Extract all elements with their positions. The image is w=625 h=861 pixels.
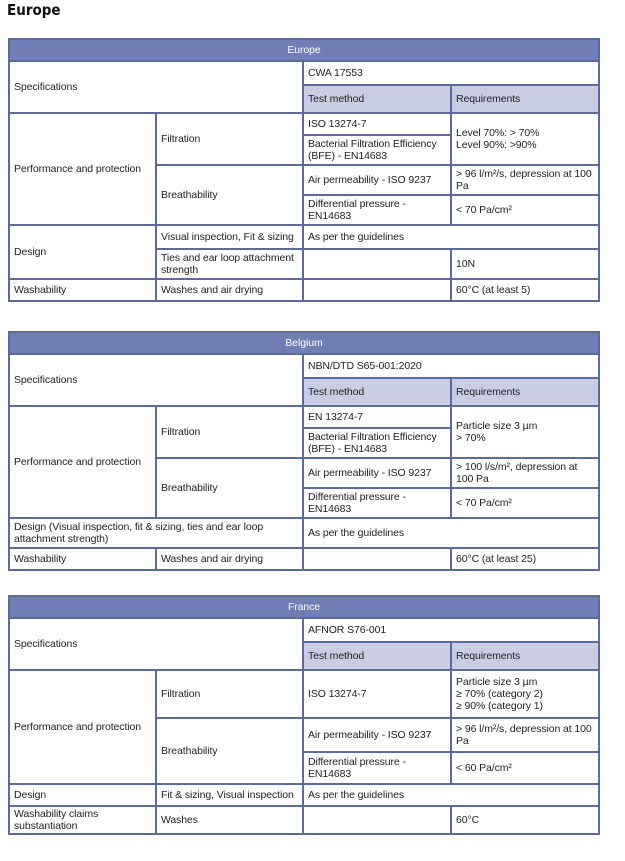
requirement-line: ≥ 90% (category 1) bbox=[456, 700, 543, 712]
filtration-test-cell: Bacterial Filtration Efficiency (BFE) - EN14683 bbox=[303, 428, 451, 458]
breathability-test-cell: Differential pressure - EN14683 bbox=[303, 752, 451, 784]
standard-name: AFNOR S76-001 bbox=[303, 618, 599, 642]
washability-label: Washability claims substantiation bbox=[9, 806, 156, 834]
washability-label: Washability bbox=[9, 279, 156, 301]
requirement-line: Particle size 3 µm bbox=[456, 420, 538, 432]
breathability-requirement-cell: > 96 l/m²/s, depression at 100 Pa bbox=[451, 165, 599, 195]
breathability-requirement-cell: > 96 l/m²/s, depression at 100 Pa bbox=[451, 718, 599, 752]
standard-name: CWA 17553 bbox=[303, 61, 599, 85]
washability-test-cell bbox=[303, 806, 451, 834]
design-label: Design bbox=[9, 784, 156, 806]
belgium-table bbox=[8, 331, 600, 571]
filtration-test-cell: Bacterial Filtration Efficiency (BFE) - EN14683 bbox=[303, 135, 451, 165]
breathability-test-cell: Air permeability - ISO 9237 bbox=[303, 165, 451, 195]
standard-name: NBN/DTD S65-001:2020 bbox=[303, 354, 599, 378]
design-test-cell: As per the guidelines bbox=[303, 225, 599, 249]
filtration-test-cell: EN 13274-7 bbox=[303, 406, 451, 428]
requirement-line: Level 70%: > 70% bbox=[456, 127, 540, 139]
test-method-header: Test method bbox=[303, 378, 451, 406]
washability-requirement-cell: 60°C bbox=[451, 806, 599, 834]
washability-test-cell bbox=[303, 279, 451, 301]
breathability-label: Breathability bbox=[156, 165, 303, 225]
design-criterion-cell: Visual inspection, Fit & sizing bbox=[156, 225, 303, 249]
performance-label: Performance and protection bbox=[9, 406, 156, 518]
design-test-cell: As per the guidelines bbox=[303, 784, 599, 806]
washability-requirement-cell: 60°C (at least 25) bbox=[451, 548, 599, 570]
washability-criterion-cell: Washes and air drying bbox=[156, 548, 303, 570]
design-label: Design (Visual inspection, fit & sizing, ties and ear loop attachment strength) bbox=[9, 518, 303, 548]
table-header: France bbox=[9, 596, 599, 618]
breathability-test-cell: Air permeability - ISO 9237 bbox=[303, 458, 451, 488]
breathability-label: Breathability bbox=[156, 458, 303, 518]
requirement-line: ≥ 70% (category 2) bbox=[456, 688, 543, 700]
performance-label: Performance and protection bbox=[9, 113, 156, 225]
breathability-test-cell: Differential pressure - EN14683 bbox=[303, 488, 451, 518]
breathability-label: Breathability bbox=[156, 718, 303, 784]
breathability-requirement-cell: < 70 Pa/cm² bbox=[451, 488, 599, 518]
page-title: Europe bbox=[7, 1, 61, 19]
breathability-test-cell: Air permeability - ISO 9237 bbox=[303, 718, 451, 752]
specifications-label: Specifications bbox=[9, 618, 303, 670]
filtration-requirement-cell bbox=[451, 113, 599, 165]
design-test-cell bbox=[303, 249, 451, 279]
design-criterion-cell: Fit & sizing, Visual inspection bbox=[156, 784, 303, 806]
requirement-line: > 70% bbox=[456, 432, 486, 444]
test-method-header: Test method bbox=[303, 85, 451, 113]
france-table bbox=[8, 595, 600, 835]
filtration-label: Filtration bbox=[156, 406, 303, 458]
specifications-label: Specifications bbox=[9, 61, 303, 113]
filtration-test-cell: ISO 13274-7 bbox=[303, 113, 451, 135]
requirements-header: Requirements bbox=[451, 378, 599, 406]
filtration-label: Filtration bbox=[156, 113, 303, 165]
specifications-label: Specifications bbox=[9, 354, 303, 406]
design-criterion-cell: Ties and ear loop attachment strength bbox=[156, 249, 303, 279]
test-method-header: Test method bbox=[303, 642, 451, 670]
breathability-requirement-cell: > 100 l/s/m², depression at 100 Pa bbox=[451, 458, 599, 488]
filtration-label: Filtration bbox=[156, 670, 303, 718]
washability-test-cell bbox=[303, 548, 451, 570]
design-test-cell: As per the guidelines bbox=[303, 518, 599, 548]
breathability-requirement-cell: < 60 Pa/cm² bbox=[451, 752, 599, 784]
breathability-test-cell: Differential pressure - EN14683 bbox=[303, 195, 451, 225]
requirements-header: Requirements bbox=[451, 85, 599, 113]
requirement-line: Particle size 3 µm bbox=[456, 676, 538, 688]
washability-label: Washability bbox=[9, 548, 156, 570]
table-header: Europe bbox=[9, 39, 599, 61]
breathability-requirement-cell: < 70 Pa/cm² bbox=[451, 195, 599, 225]
table-header: Belgium bbox=[9, 332, 599, 354]
washability-requirement-cell: 60°C (at least 5) bbox=[451, 279, 599, 301]
washability-criterion-cell: Washes bbox=[156, 806, 303, 834]
requirement-line: Level 90%: >90% bbox=[456, 139, 537, 151]
design-label: Design bbox=[9, 225, 156, 279]
requirements-header: Requirements bbox=[451, 642, 599, 670]
washability-criterion-cell: Washes and air drying bbox=[156, 279, 303, 301]
design-requirement-cell: 10N bbox=[451, 249, 599, 279]
europe-table bbox=[8, 38, 600, 302]
filtration-requirement-cell bbox=[451, 406, 599, 458]
performance-label: Performance and protection bbox=[9, 670, 156, 784]
filtration-requirement-cell bbox=[451, 670, 599, 718]
filtration-test-cell: ISO 13274-7 bbox=[303, 670, 451, 718]
